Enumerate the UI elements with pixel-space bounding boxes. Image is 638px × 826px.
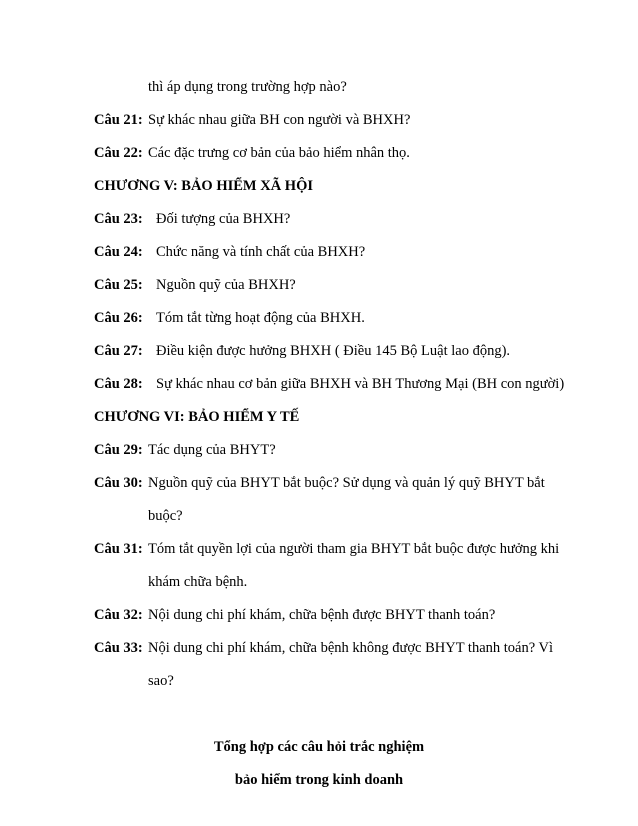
question-text: Đối tượng của BHXH? — [156, 211, 291, 227]
chapter-heading-6: CHƯƠNG VI: BẢO HIỂM Y TẾ — [94, 409, 300, 425]
footer-title-line1: Tổng hợp các câu hỏi trắc nghiệm — [213, 739, 425, 755]
question-number: Câu 30: — [94, 475, 143, 491]
question-text: Chức năng và tính chất của BHXH? — [156, 244, 366, 260]
question-number: Câu 25: — [94, 277, 143, 293]
question-text: Các đặc trưng cơ bản của bảo hiểm nhân thọ. — [148, 145, 410, 161]
question-number: Câu 29: — [94, 442, 143, 458]
question-number: Câu 24: — [94, 244, 143, 260]
chapter-heading-5: CHƯƠNG V: BẢO HIỂM XÃ HỘI — [94, 178, 313, 194]
question-text: Tác dụng của BHYT? — [148, 442, 276, 458]
continuation-text: thì áp dụng trong trường hợp nào? — [148, 79, 347, 95]
question-text: Nội dung chi phí khám, chữa bệnh không được BHYT thanh toán? Vì — [148, 640, 554, 656]
question-text: Tóm tắt từng hoạt động của BHXH. — [156, 310, 365, 326]
question-number: Câu 28: — [94, 376, 143, 392]
question-text: Sự khác nhau cơ bản giữa BHXH và BH Thương Mại (BH con người) — [156, 376, 565, 392]
question-text: Tóm tắt quyền lợi của người tham gia BHYT bắt buộc được hưởng khi — [148, 541, 560, 557]
question-number: Câu 32: — [94, 607, 143, 623]
continuation-text: khám chữa bệnh. — [148, 574, 248, 590]
question-text: Nguồn quỹ của BHYT bắt buộc? Sử dụng và quản lý quỹ BHYT bắt — [148, 475, 545, 491]
question-number: Câu 22: — [94, 145, 143, 161]
footer-title-line2: bảo hiểm trong kinh doanh — [234, 772, 404, 788]
question-text: Nội dung chi phí khám, chữa bệnh được BHYT thanh toán? — [148, 607, 496, 623]
question-text: Nguồn quỹ của BHXH? — [156, 277, 296, 293]
question-number: Câu 33: — [94, 640, 143, 656]
question-number: Câu 31: — [94, 541, 143, 557]
question-text: Sự khác nhau giữa BH con người và BHXH? — [148, 112, 411, 128]
question-number: Câu 27: — [94, 343, 143, 359]
question-number: Câu 26: — [94, 310, 143, 326]
question-text: Điều kiện được hưởng BHXH ( Điều 145 Bộ Luật lao động). — [156, 343, 511, 359]
continuation-text: buộc? — [148, 508, 183, 524]
question-number: Câu 23: — [94, 211, 143, 227]
continuation-text: sao? — [148, 673, 174, 689]
question-number: Câu 21: — [94, 112, 143, 128]
